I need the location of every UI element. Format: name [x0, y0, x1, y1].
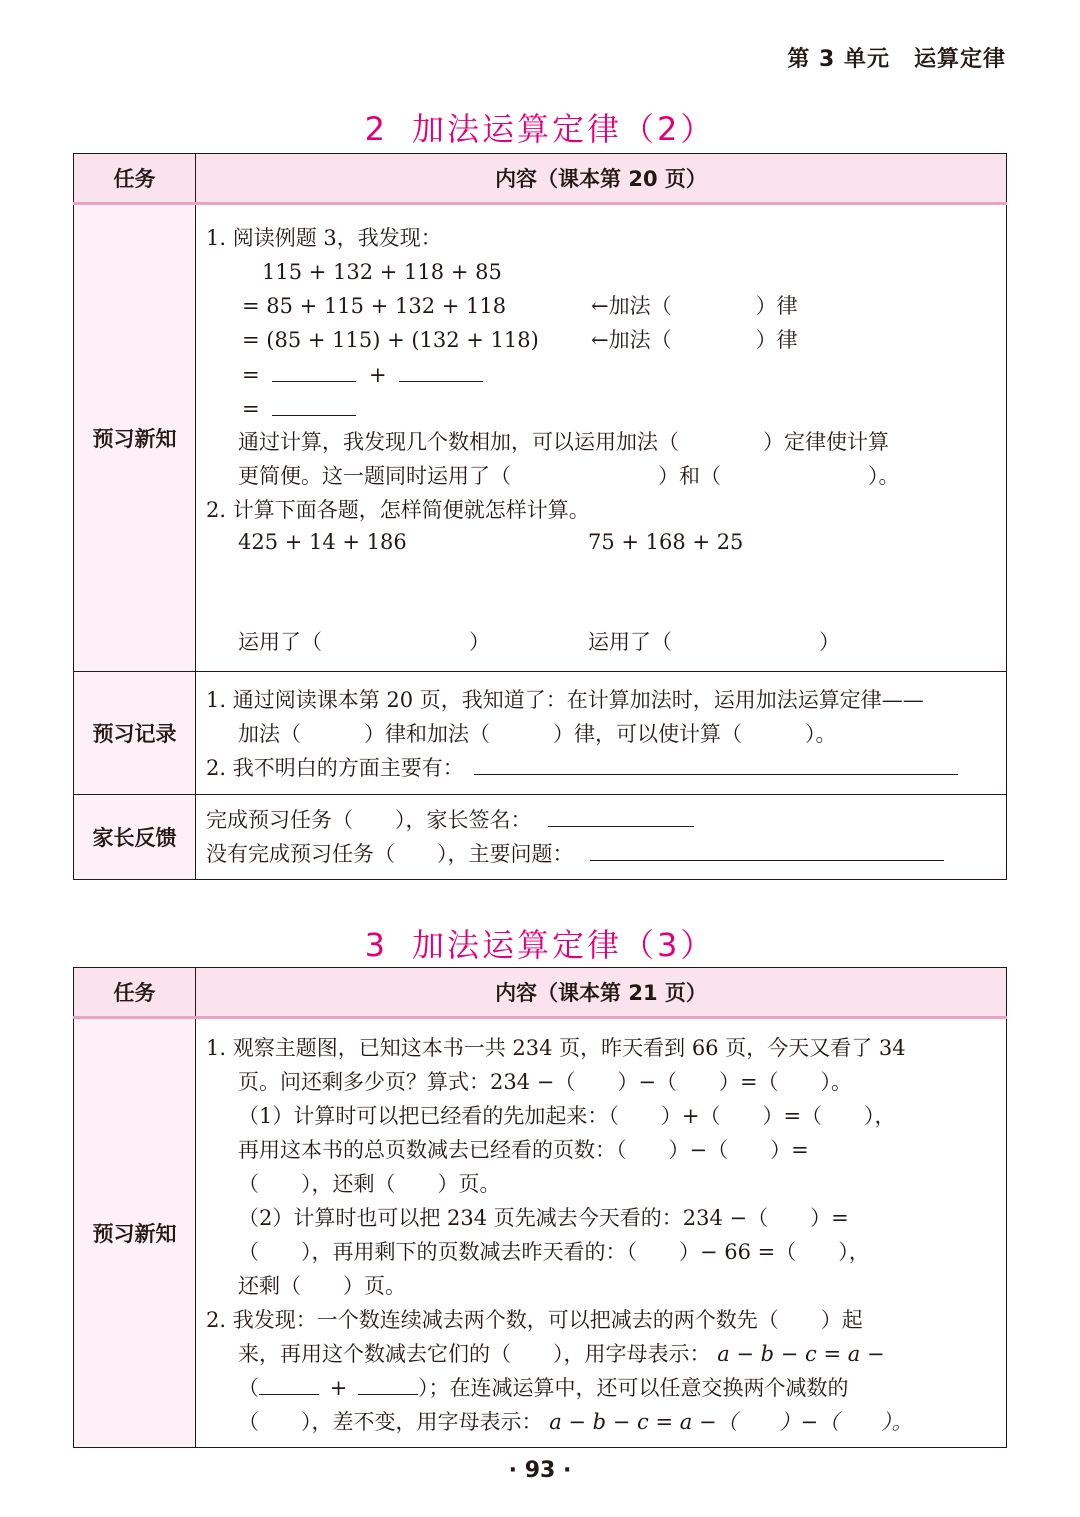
s3-line6: （2）计算时也可以把 234 页先减去今天看的：234 −（ ）= — [238, 1206, 849, 1230]
section3-title — [0, 920, 1080, 966]
rec-unclear-blank[interactable] — [474, 773, 958, 775]
section3-table — [73, 967, 1007, 1448]
s3-line1: 1. 观察主题图，已知这本书一共 234 页，昨天看到 66 页，今天又看了 34 — [206, 1036, 906, 1060]
rec-line3 — [206, 753, 958, 783]
s3-line10 — [238, 1339, 885, 1369]
main-problem-blank[interactable] — [590, 859, 944, 861]
s3-line11-open: （ — [238, 1376, 259, 1400]
s3-line11 — [238, 1373, 848, 1403]
q2-used-a: 运用了（ ） — [238, 630, 490, 654]
s3-line11-text: ）；在连减运算中，还可以任意交换两个减数的 — [417, 1376, 849, 1400]
q1-blank-b[interactable] — [399, 380, 483, 382]
unit-topic: 运算定律 — [913, 47, 1006, 72]
s3-blank-c[interactable] — [358, 1393, 418, 1395]
s3-line7: （ ），再用剩下的页数减去昨天看的：（ ）− 66 =（ ）， — [238, 1240, 870, 1264]
s3-line11-plus: + — [329, 1376, 348, 1400]
fb-line2 — [206, 839, 944, 869]
q1-blank-c[interactable] — [272, 414, 356, 416]
unit-header — [787, 42, 1006, 73]
page-number: · 93 · — [508, 1458, 572, 1483]
q2-used-b: 运用了（ ） — [588, 630, 840, 654]
q2-expr-b: 75 + 168 + 25 — [588, 530, 744, 554]
unit-number: 第 3 单元 — [787, 47, 890, 72]
section2-title — [0, 104, 1080, 150]
section2-row-record-label: 预习记录 — [74, 672, 196, 795]
q2-expr-a: 425 + 14 + 186 — [238, 530, 407, 554]
q1-line2: = 85 + 115 + 132 + 118 — [242, 294, 507, 318]
section2-table — [73, 153, 1007, 880]
parent-signature-blank[interactable] — [548, 825, 694, 827]
q1-text2: 更简便。这一题同时运用了（ ）和（ ）。 — [238, 464, 900, 488]
section2-feedback-cell — [196, 795, 1007, 880]
section3-preview-cell — [196, 1018, 1007, 1448]
section2-row-feedback-label: 家长反馈 — [74, 795, 196, 880]
fb-line1-text: 完成预习任务（ ），家长签名： — [206, 808, 532, 832]
section2-record-cell — [196, 672, 1007, 795]
s3-line4: 再用这本书的总页数减去已经看的页数：（ ）−（ ）= — [238, 1138, 809, 1162]
q1-line4-eq: = — [242, 363, 260, 387]
q1-line3: = (85 + 115) + (132 + 118) — [242, 328, 539, 352]
s3-blank-b[interactable] — [259, 1393, 319, 1395]
s3-line9: 2. 我发现：一个数连续减去两个数，可以把减去的两个数先（ ）起 — [206, 1308, 863, 1332]
s3-line12 — [238, 1407, 913, 1437]
fb-line2-text: 没有完成预习任务（ ），主要问题： — [206, 842, 574, 866]
q1-line1: 115 + 132 + 118 + 85 — [262, 260, 502, 284]
s3-line10-formula: a − b − c = a − — [717, 1342, 885, 1366]
q1-blank-a[interactable] — [272, 380, 356, 382]
section2-title-text: 加法运算定律（2） — [411, 110, 716, 148]
q1-text1: 通过计算，我发现几个数相加，可以运用加法（ ）定律使计算 — [238, 430, 889, 454]
fb-line1 — [206, 805, 694, 835]
section3-title-text: 加法运算定律（3） — [411, 926, 716, 964]
section3-col-task: 任务 — [74, 968, 196, 1018]
rec-line1: 1. 通过阅读课本第 20 页，我知道了：在计算加法时，运用加法运算定律—— — [206, 688, 924, 712]
section2-col-task: 任务 — [74, 154, 196, 204]
rec-line3-text: 2. 我不明白的方面主要有： — [206, 756, 464, 780]
q1-intro: 1. 阅读例题 3，我发现： — [206, 226, 442, 250]
section3-col-content: 内容（课本第 21 页） — [196, 968, 1007, 1018]
section2-col-content: 内容（课本第 20 页） — [196, 154, 1007, 204]
s3-line10-text: 来，再用这个数减去它们的（ ），用字母表示： — [238, 1342, 711, 1366]
section3-row-preview-label: 预习新知 — [74, 1018, 196, 1448]
section2-row-preview-label: 预习新知 — [74, 204, 196, 672]
s3-line12-formula: a − b − c = a −（ ）−（ ）。 — [549, 1410, 913, 1434]
q2-intro: 2. 计算下面各题，怎样简便就怎样计算。 — [206, 498, 590, 522]
q1-line4-plus: + — [368, 363, 387, 387]
rec-line2: 加法（ ）律和加法（ ）律，可以使计算（ ）。 — [238, 722, 837, 746]
s3-line8: 还剩（ ）页。 — [238, 1274, 406, 1298]
q1-line4 — [242, 360, 483, 390]
q1-arrow2: ←加法（ ）律 — [591, 328, 798, 352]
s3-line12-text: （ ），差不变，用字母表示： — [238, 1410, 543, 1434]
q1-line5-eq: = — [242, 397, 260, 421]
q1-arrow1: ←加法（ ）律 — [591, 294, 798, 318]
q1-line5 — [242, 394, 356, 424]
s3-line5: （ ），还剩（ ）页。 — [238, 1172, 501, 1196]
s3-line3: （1）计算时可以把已经看的先加起来：（ ）+（ ）=（ ）， — [238, 1104, 896, 1128]
s3-line2: 页。问还剩多少页？算式：234 −（ ）−（ ）=（ ）。 — [238, 1070, 853, 1094]
section2-preview-cell — [196, 204, 1007, 672]
section2-number: 2 — [364, 110, 388, 148]
section3-number: 3 — [364, 926, 388, 964]
